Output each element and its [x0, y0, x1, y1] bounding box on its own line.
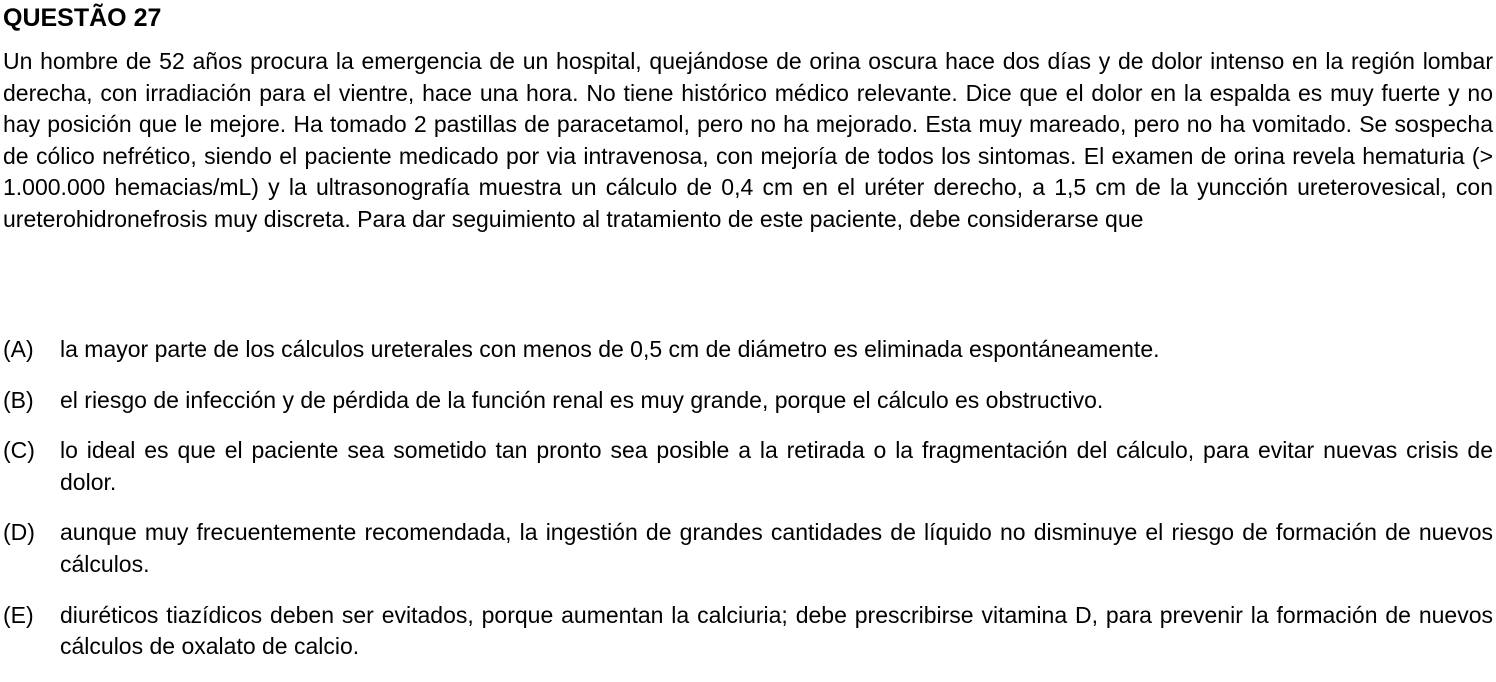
- option-letter: (D): [3, 519, 35, 546]
- option-text: aunque muy frecuentemente recomendada, la ingestión de grandes cantidades de líquido no disminuye el riesgo de formación de nuevos cálculos.: [60, 519, 1493, 577]
- option-text: diuréticos tiazídicos deben ser evitados, porque aumentan la calciuria; debe prescribirse vitamina D, para prevenir la formación de nuevos cálculos de oxalato de calcio.: [60, 601, 1493, 660]
- option-letter: (E): [3, 601, 34, 628]
- option-c: [3, 435, 1493, 498]
- option-text: la mayor parte de los cálculos ureterales con menos de 0,5 cm de diámetro es eliminada espontáneamente.: [60, 336, 1160, 362]
- option-text: lo ideal es que el paciente sea sometido tan pronto sea posible a la retirada o la fragmentación del cálculo, para evitar nuevas crisis de dolor.: [60, 437, 1493, 495]
- option-letter: (A): [3, 336, 34, 362]
- answer-options: [3, 334, 1493, 682]
- option-letter: (B): [3, 386, 34, 413]
- option-a: [3, 334, 1493, 366]
- option-b: [3, 385, 1493, 417]
- question-stem: Un hombre de 52 años procura la emergencia de un hospital, quejándose de orina oscura hace dos días y de dolor intenso en la región lombar derecha, con irradiación para el vientre, hace una hora. No tiene histórico médico relevante. Dice que el dolor en la espalda es muy fuerte y no hay posición que le mejore. Ha tomado 2 pastillas de paracetamol, pero no ha mejorado. Esta muy mareado, pero no ha vomitado. Se sospecha de cólico nefrético, siendo el paciente medicado por via intravenosa, con mejoría de todos los sintomas. El examen de orina revela hematuria (> 1.000.000 hemacias/mL) y la ultrasonografía muestra un cálculo de 0,4 cm en el uréter derecho, a 1,5 cm de la yuncción ureterovesical, con ureterohidronefrosis muy discreta. Para dar seguimiento al tratamiento de este paciente, debe considerarse que: [3, 48, 1493, 232]
- option-text: el riesgo de infección y de pérdida de la función renal es muy grande, porque el cálculo es obstructivo.: [60, 386, 1104, 413]
- option-letter: (C): [3, 437, 35, 464]
- option-e: [3, 600, 1493, 663]
- question-title: QUESTÃO 27: [3, 4, 162, 32]
- option-d: [3, 517, 1493, 580]
